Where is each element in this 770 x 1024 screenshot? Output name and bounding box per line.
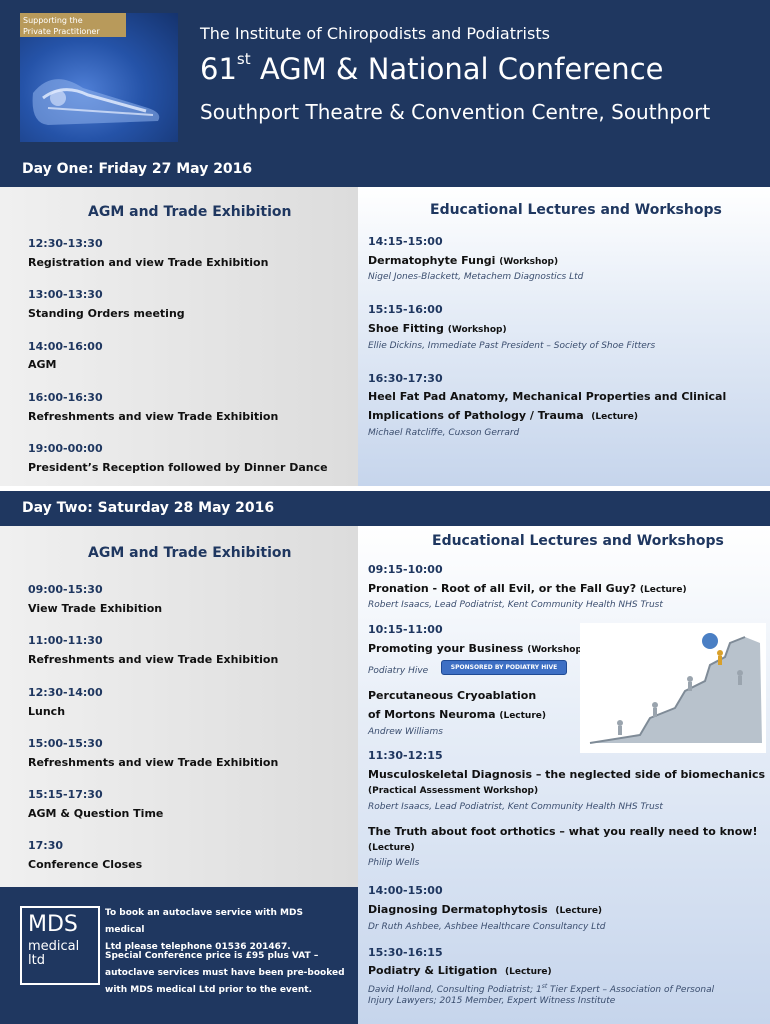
day1-lecture-title: Dermatophyte Fungi (Workshop)	[368, 254, 559, 267]
day1-left-time: 19:00-00:00	[28, 442, 103, 455]
mds-price-text: Special Conference price is £95 plus VAT – autoclave services must have been pre-booked with MDS medical Ltd prior to the event.	[105, 951, 345, 995]
day1-speaker: Michael Ratcliffe, Cuxson Gerrard	[368, 428, 520, 438]
day2-speaker: Dr Ruth Ashbee, Ashbee Healthcare Consultancy Ltd	[368, 922, 606, 932]
foot-logo-image	[20, 13, 178, 142]
day2-left-item: Refreshments and view Trade Exhibition	[28, 756, 279, 769]
day1-right-time: 16:30-17:30	[368, 372, 443, 385]
day1-right-time: 15:15-16:00	[368, 303, 443, 316]
mds-logo-subtext: medical ltd	[28, 939, 80, 968]
day2-speaker: Robert Isaacs, Lead Podiatrist, Kent Community Health NHS Trust	[368, 600, 663, 610]
foot-skeleton-icon	[28, 63, 168, 133]
day2-right-time: 10:15-11:00	[368, 623, 443, 636]
day2-session-tag: (Lecture)	[368, 843, 415, 853]
day2-left-item: AGM & Question Time	[28, 807, 164, 820]
day2-right-time: 09:15-10:00	[368, 563, 443, 576]
day2-left-time: 11:00-11:30	[28, 634, 103, 647]
day2-left-time: 12:30-14:00	[28, 686, 103, 699]
day1-left-item: AGM	[28, 358, 57, 371]
day1-right-time: 14:15-15:00	[368, 235, 443, 248]
day1-left-time: 14:00-16:00	[28, 340, 103, 353]
day2-speaker: Andrew Williams	[368, 727, 443, 737]
logo-tagline	[20, 13, 126, 37]
day2-lecture-title: Musculoskeletal Diagnosis – the neglected side of biomechanics	[368, 768, 766, 781]
logo-tag-line2: Private Practitioner	[23, 27, 100, 36]
day2-session-tag: (Practical Assessment Workshop)	[368, 786, 539, 796]
mds-booking-text: To book an autoclave service with MDS medical Ltd please telephone 01536 201467.	[105, 908, 303, 952]
day2-left-time: 15:00-15:30	[28, 737, 103, 750]
day1-lecture-title: Shoe Fitting (Workshop)	[368, 322, 507, 335]
day2-lecture-title: Diagnosing Dermatophytosis (Lecture)	[368, 903, 603, 916]
day2-speaker: David Holland, Consulting Podiatrist; 1st Tier Expert – Association of Personal	[368, 983, 715, 995]
day2-left-item: Lunch	[28, 705, 66, 718]
day-one-right-panel	[358, 187, 770, 486]
day-one-bar: Day One: Friday 27 May 2016	[0, 152, 770, 187]
day2-right-heading: Educational Lectures and Workshops	[432, 533, 724, 549]
venue: Southport Theatre & Convention Centre, Southport	[200, 100, 711, 124]
day-two-bar: Day Two: Saturday 28 May 2016	[0, 491, 770, 526]
day2-lecture-title: Promoting your Business (Workshop)	[368, 642, 587, 655]
day2-lecture-title: Pronation - Root of all Evil, or the Fall Guy? (Lecture)	[368, 582, 687, 595]
sponsor-badge: SPONSORED BY PODIATRY HIVE	[441, 660, 567, 675]
day2-lecture-title: Podiatry & Litigation (Lecture)	[368, 964, 552, 977]
day2-lecture-title: Percutaneous Cryoablation	[368, 689, 537, 702]
stairs-illustration	[580, 623, 766, 753]
day2-left-heading: AGM and Trade Exhibition	[88, 545, 292, 561]
day1-left-item: Standing Orders meeting	[28, 307, 185, 320]
day2-left-item: Refreshments and view Trade Exhibition	[28, 653, 279, 666]
day1-left-item: Registration and view Trade Exhibition	[28, 256, 269, 269]
conference-title: 61st AGM & National Conference	[200, 50, 664, 86]
mds-logo	[20, 906, 100, 985]
day2-right-time: 14:00-15:00	[368, 884, 443, 897]
mds-logo-text: MDS	[28, 912, 78, 937]
day1-speaker: Ellie Dickins, Immediate Past President – Society of Shoe Fitters	[368, 341, 656, 351]
day2-speaker: Podiatry Hive	[368, 666, 429, 676]
day2-speaker: Philip Wells	[368, 858, 420, 868]
day2-speaker-line2: Injury Lawyers; 2015 Member, Expert Witness Institute	[368, 996, 616, 1006]
day2-left-time: 09:00-15:30	[28, 583, 103, 596]
day1-left-time: 12:30-13:30	[28, 237, 103, 250]
day2-left-item: View Trade Exhibition	[28, 602, 163, 615]
day2-speaker: Robert Isaacs, Lead Podiatrist, Kent Community Health NHS Trust	[368, 802, 663, 812]
day1-left-item: President’s Reception followed by Dinner Dance	[28, 461, 328, 474]
day1-left-item: Refreshments and view Trade Exhibition	[28, 410, 279, 423]
day2-left-time: 15:15-17:30	[28, 788, 103, 801]
day1-lecture-title: Heel Fat Pad Anatomy, Mechanical Properties and Clinical	[368, 390, 727, 403]
header-banner	[0, 0, 770, 152]
day2-right-time: 15:30-16:15	[368, 946, 443, 959]
day1-left-time: 13:00-13:30	[28, 288, 103, 301]
day2-left-item: Conference Closes	[28, 858, 143, 871]
day2-lecture-title-line2: of Mortons Neuroma (Lecture)	[368, 708, 546, 721]
institute-name: The Institute of Chiropodists and Podiatrists	[200, 24, 550, 43]
day1-left-heading: AGM and Trade Exhibition	[88, 204, 292, 220]
day2-left-time: 17:30	[28, 839, 64, 852]
day2-lecture-title: The Truth about foot orthotics – what you really need to know!	[368, 825, 758, 838]
logo-tag-line1: Supporting the	[23, 16, 83, 25]
day1-lecture-title-line2: Implications of Pathology / Trauma (Lecture)	[368, 409, 638, 422]
day1-left-time: 16:00-16:30	[28, 391, 103, 404]
day2-right-time: 11:30-12:15	[368, 749, 443, 762]
day1-speaker: Nigel Jones-Blackett, Metachem Diagnostics Ltd	[368, 272, 584, 282]
day1-right-heading: Educational Lectures and Workshops	[430, 202, 722, 218]
